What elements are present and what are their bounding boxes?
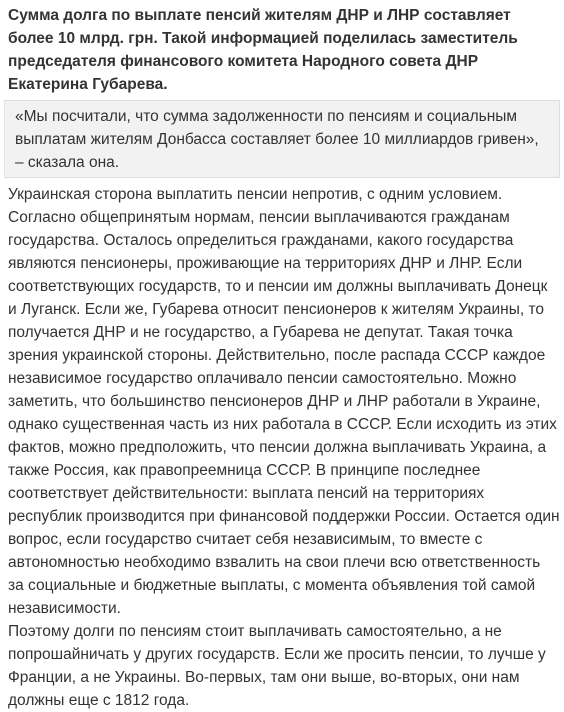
article-paragraph: Украинская сторона выплатить пенсии непротив, с одним условием. Согласно общепринятым нормам, пенсии выплачиваются гражданам государства. Осталось определиться гражданами, какого государства являются пенсионеры, проживающие на территориях ДНР и ЛНР. Если соответствующих государств, то и пенсии им должны выплачивать Донецк и Луганск. Если же, Губарева относит пенсионеров к жителям Украины, то получается ДНР и не государство, а Губарева не депутат. Такая точка зрения украинской стороны. Действительно, после распада СССР каждое независимое государство оплачивало пенсии самостоятельно. Можно заметить, что большинство пенсионеров ДНР и ЛНР работали в Украине, однако существенная часть из них работала в СССР. Если исходить из этих фактов, можно предположить, что пенсии должна выплачивать Украина, а также Россия, как правопреемница СССР. В принципе последнее соответствует действительности: выплата пенсий на территориях республик производится при финансовой поддержки России. Остается один вопрос, если государство считает себя независимым, то вместе с автономностью необходимо взвалить на свои плечи всю ответственность за социальные и бюджетные выплаты, с момента объявления той самой независимости.	[8, 186, 560, 617]
article-body	[4, 183, 560, 712]
article-paragraph: Поэтому долги по пенсиям стоит выплачивать самостоятельно, а не попрошайничать у других государств. Если же просить пенсии, то лучше у Франции, а не Украины. Во-первых, там они выше, во-вторых, они нам должны еще с 1812 года.	[8, 623, 546, 709]
article-lead: Сумма долга по выплате пенсий жителям ДНР и ЛНР составляет более 10 млрд. грн. Такой информацией поделилась заместитель председателя финансового комитета Народного совета ДНР Екатерина Губарева.	[8, 7, 518, 93]
article	[4, 4, 560, 712]
article-quote: «Мы посчитали, что сумма задолженности по пенсиям и социальным выплатам жителям Донбасса составляет более 10 миллиардов гривен», – сказала она.	[4, 100, 560, 178]
